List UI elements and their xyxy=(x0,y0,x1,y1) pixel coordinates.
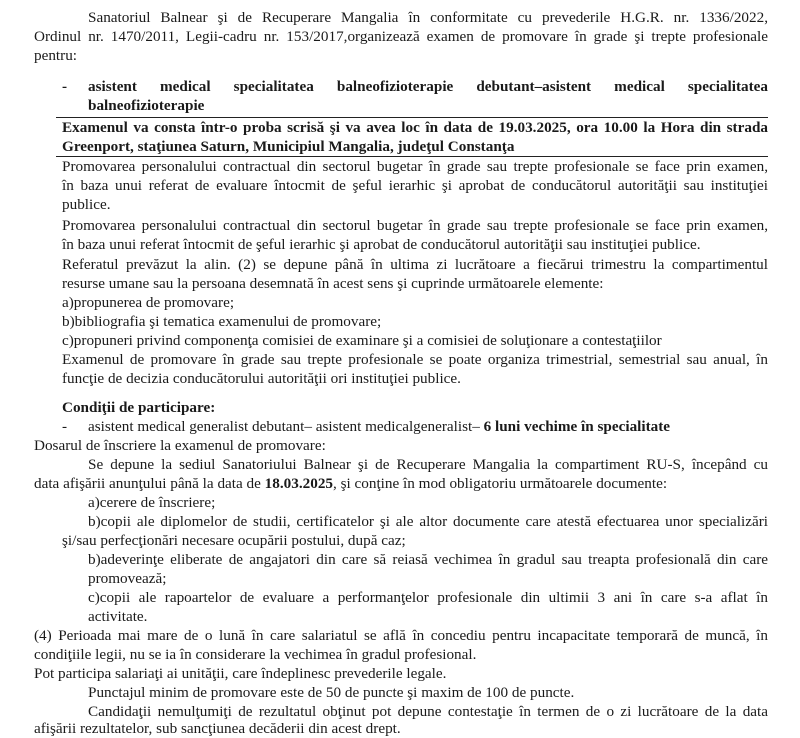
closing-contest-line-1: Candidaţii nemulţumiţi de rezultatul obţinut pot depune contestaţie în termen de o zi lucrătoare de la data xyxy=(88,703,768,720)
closing-eligible: Pot participa salariaţi ai unităţii, care îndeplinesc prevederile legale. xyxy=(34,665,447,682)
closing-p4-line-2: condiţiile legii, nu se ia în considerare la vechimea în gradul profesional. xyxy=(34,646,477,663)
referat-item-a: a)propunerea de promovare; xyxy=(62,294,235,311)
dosar-item-c-line-1: c)copii ale rapoartelor de evaluare a performanţelor profesionale din ultimii 3 ani în care s-a aflat în xyxy=(88,589,768,606)
dosar-item-c-line-2: activitate. xyxy=(88,608,148,625)
position-line-2: balneofizioterapie xyxy=(88,97,205,114)
exam-line-2: Greenport, staţiunea Saturn, Municipiul Mangalia, judeţul Constanţa xyxy=(62,138,515,155)
conditions-heading: Condiţii de participare: xyxy=(62,399,216,416)
referat-line-2: resurse umane sau la persoana desemnată în acest sens şi cuprinde următoarele elemente: xyxy=(62,275,604,292)
promo1-line-2: în baza unui referat de evaluare întocmit de şeful ierarhic şi aprobat de conducătorul autorităţii sau instituţiei xyxy=(62,177,768,194)
dosar-item-b2-line-2: promovează; xyxy=(88,570,167,587)
position-bullet: - xyxy=(62,78,68,95)
conditions-requirement xyxy=(88,417,670,436)
conditions-requirement-seniority: 6 luni vechime în specialitate xyxy=(483,418,671,435)
promo1-line-3: publice. xyxy=(62,196,111,213)
dosar-item-b2-line-1: b)adeverinţe eliberate de angajatori din care să reiasă vechimea în gradul sau treapta profesională din care xyxy=(88,551,768,568)
conditions-bullet: - xyxy=(62,418,68,435)
promo2-line-1: Promovarea personalului contractual din sectorul bugetar în grade sau trepte profesionale se face prin examen, xyxy=(62,217,768,234)
referat-item-b: b)bibliografia şi tematica examenului de promovare; xyxy=(62,313,382,330)
organize-line-2: funcţie de decizia conducătorului autorităţii ori instituţiei publice. xyxy=(62,370,461,387)
conditions-requirement-text: asistent medical generalist debutant– asistent medicalgeneralist– xyxy=(88,418,484,435)
closing-contest-line-2: afişării rezultatelor, sub sancţiunea decăderii din acest drept. xyxy=(34,720,401,737)
dosar-heading: Dosarul de înscriere la examenul de promovare: xyxy=(34,437,326,454)
dosar-line-2 xyxy=(34,474,667,493)
closing-points: Punctajul minim de promovare este de 50 de puncte şi maxim de 100 de puncte. xyxy=(88,684,575,701)
dosar-item-a: a)cerere de înscriere; xyxy=(88,494,216,511)
organize-line-1: Examenul de promovare în grade sau trepte profesionale se poate organiza trimestrial, semestrial sau anual, în xyxy=(62,351,768,368)
dosar-line-2-start: data afişării anunţului până la data de xyxy=(34,475,265,492)
dosar-item-b1-line-2: şi/sau perfecţionări necesare ocupării postului, după caz; xyxy=(62,532,406,549)
position-line-1: asistent medical specialitatea balneofizioterapie debutant–asistent medical specialitatea xyxy=(88,78,768,95)
intro-line-2: Ordinul nr. 1470/2011, Legii-cadru nr. 153/2017,organizează examen de promovare în grade şi trepte profesionale xyxy=(34,28,768,45)
dosar-item-b1-line-1: b)copii ale diplomelor de studii, certificatelor şi ale altor documente care atestă efectuarea unor specializări xyxy=(88,513,768,530)
closing-p4-line-1: (4) Perioada mai mare de o lună în care salariatul se află în concediu pentru incapacitate temporară de muncă, în xyxy=(34,627,768,644)
dosar-line-1: Se depune la sediul Sanatoriului Balnear şi de Recuperare Mangalia la compartiment RU-S, începând cu xyxy=(88,456,768,473)
dosar-line-2-end: , şi conţine în mod obligatoriu următoarele documente: xyxy=(333,475,668,492)
referat-line-1: Referatul prevăzut la alin. (2) se depune până în ultima zi lucrătoare a fiecărui trimestru la compartimentul xyxy=(62,256,768,273)
promo2-line-2: în baza unui referat întocmit de şeful ierarhic şi aprobat de conducătorul autorităţii sau instituţiei publice. xyxy=(62,236,701,253)
dosar-deadline-date: 18.03.2025 xyxy=(264,475,334,492)
intro-line-1: Sanatoriul Balnear şi de Recuperare Mangalia în conformitate cu prevederile H.G.R. nr. 1336/2022, xyxy=(88,9,768,26)
intro-line-3: pentru: xyxy=(34,47,78,64)
referat-item-c: c)propuneri privind componenţa comisiei de examinare şi a comisiei de soluţionare a contestaţiilor xyxy=(62,332,662,349)
promo1-line-1: Promovarea personalului contractual din sectorul bugetar în grade sau trepte profesionale se face prin examen, xyxy=(62,158,768,175)
exam-line-1: Examenul va consta într-o proba scrisă şi va avea loc în data de 19.03.2025, ora 10.00 la Hora din strada xyxy=(62,119,768,136)
